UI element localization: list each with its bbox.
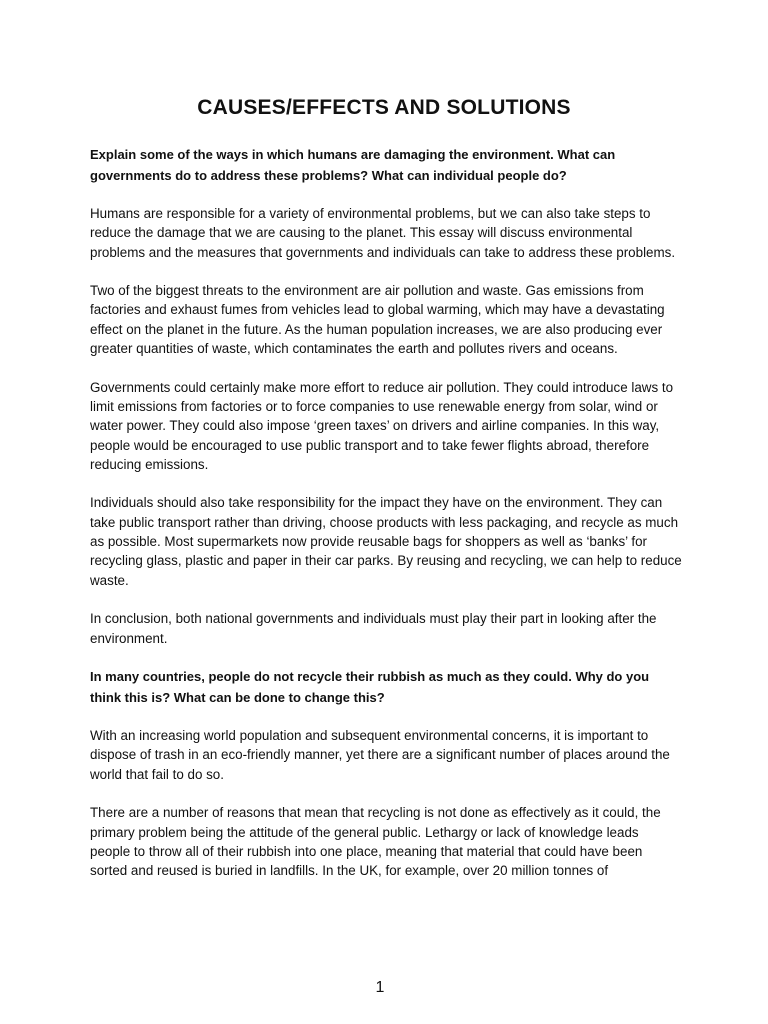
- paragraph-recycling-intro: With an increasing world population and subsequent environmental concerns, it is important to dispose of trash in an eco-friendly manner, yet there are a significant number of places around the world that fail to do so.: [90, 728, 670, 782]
- paragraph-conclusion: In conclusion, both national governments and individuals must play their part in looking after the environment.: [90, 611, 657, 646]
- paragraph-individuals: Individuals should also take responsibility for the impact they have on the environment. They can take public transport rather than driving, choose products with less packaging, and recycle as much as possible. Most supermarkets now provide reusable bags for shoppers as well as ‘banks’ for recycling glass, plastic and paper in their car parks. By reusing and recycling, we can help to reduce waste.: [90, 495, 682, 588]
- paragraph-recycling-reasons: There are a number of reasons that mean that recycling is not done as effectively as it could, the primary problem being the attitude of the general public. Lethargy or lack of knowledge leads people to throw all of their rubbish into one place, meaning that material that could have been sorted and reused is buried in landfills. In the UK, for example, over 20 million tonnes of: [90, 805, 661, 879]
- page-title: CAUSES/EFFECTS AND SOLUTIONS: [197, 96, 571, 119]
- page-number: 1: [375, 979, 385, 996]
- essay-question-1: Explain some of the ways in which humans are damaging the environment. What can governments do to address these problems? What can individual people do?: [90, 147, 616, 183]
- paragraph-introduction: Humans are responsible for a variety of environmental problems, but we can also take steps to reduce the damage that we are causing to the planet. This essay will discuss environmental problems and the measures that governments and individuals can take to address these problems.: [90, 206, 676, 260]
- paragraph-threats: Two of the biggest threats to the environment are air pollution and waste. Gas emissions from factories and exhaust fumes from vehicles lead to global warming, which may have a devastating effect on the planet in the future. As the human population increases, we are also producing ever greater quantities of waste, which contaminates the earth and pollutes rivers and oceans.: [90, 283, 665, 357]
- essay-body: [90, 145, 682, 900]
- essay-question-2: In many countries, people do not recycle their rubbish as much as they could. Why do you think this is? What can be done to change this?: [90, 669, 650, 705]
- paragraph-governments: Governments could certainly make more effort to reduce air pollution. They could introduce laws to limit emissions from factories or to force companies to use renewable energy from solar, wind or water power. They could also impose ‘green taxes’ on drivers and airline companies. In this way, people would be encouraged to use public transport and to take fewer flights abroad, therefore reducing emissions.: [90, 379, 674, 472]
